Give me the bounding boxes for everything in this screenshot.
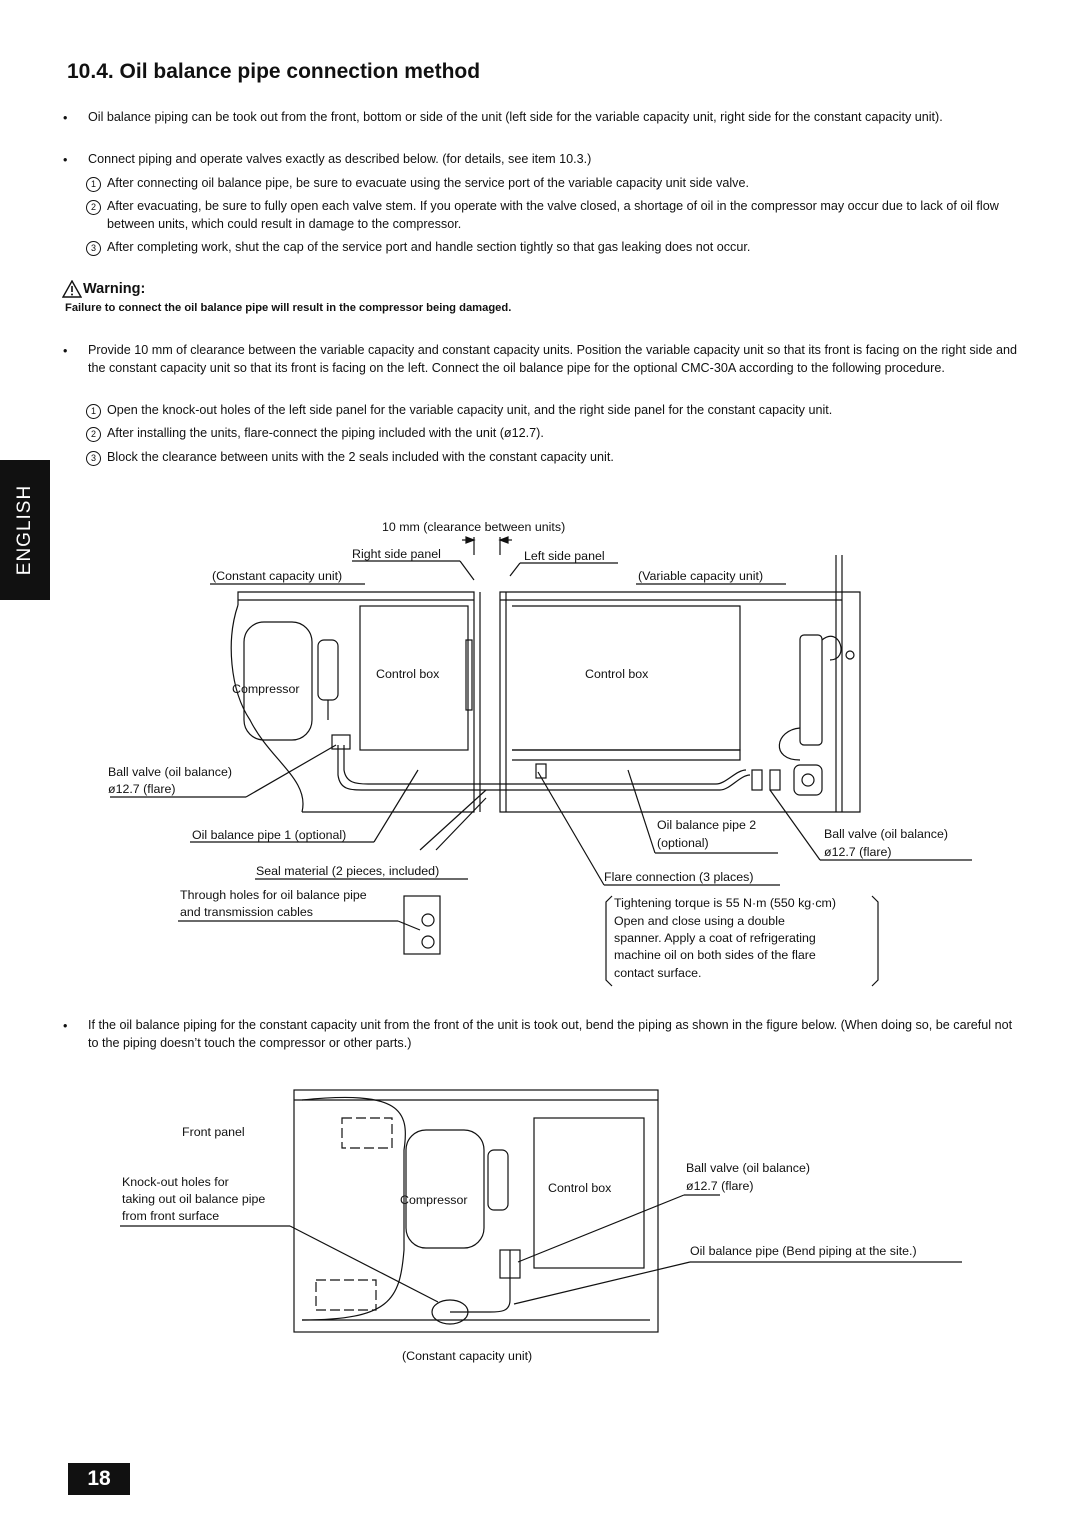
torque-note: Tightening torque is 55 N·m (550 kg·cm) <box>614 896 836 910</box>
item-number: 2 <box>86 427 101 442</box>
knockout-label-3: from front surface <box>122 1209 220 1223</box>
page-number: 18 <box>68 1463 130 1495</box>
list-item: After connecting oil balance pipe, be sure to evacuate using the service port of the variable capacity unit side valve. <box>107 176 749 190</box>
oil-pipe-1-label: Oil balance pipe 1 (optional) <box>192 828 347 842</box>
bullet-dot: • <box>63 344 68 358</box>
list-item: After evacuating, be sure to fully open each valve stem. If you operate with the valve closed, a shortage of oil in the compressor may occur due to lack of oil flow between units, which could result in damage to the compressor. <box>107 199 999 231</box>
ball-valve-size-label: ø12.7 (flare) <box>108 782 176 796</box>
constant-unit-label: (Constant capacity unit) <box>212 569 343 583</box>
ball-valve-size-label: ø12.7 (flare) <box>824 845 892 859</box>
bullet-text-2: Connect piping and operate valves exactly as described below. (for details, see item 10.3.) <box>88 152 592 166</box>
front-panel-label: Front panel <box>182 1125 245 1139</box>
constant-unit-label: (Constant capacity unit) <box>402 1349 533 1363</box>
torque-note: machine oil on both sides of the flare <box>614 948 816 962</box>
list-item: After completing work, shut the cap of the service port and handle section tightly so that gas leaking does not occur. <box>107 240 751 254</box>
item-number: 3 <box>86 451 101 466</box>
torque-note: Open and close using a double <box>614 914 785 928</box>
bullet-text-3: Provide 10 mm of clearance between the variable capacity and constant capacity units. Position the variable capacity unit so that its front is facing on the right side and the constant capacity unit so that its front is facing on the left. Connect the oil balance pipe for the optional CMC-30A according to the following procedure. <box>88 343 1017 375</box>
ball-valve-label: Ball valve (oil balance) <box>686 1161 810 1175</box>
list-item: Open the knock-out holes of the left side panel for the variable capacity unit, and the right side panel for the constant capacity unit. <box>107 403 833 417</box>
section-title: 10.4. Oil balance pipe connection method <box>67 60 481 83</box>
list-item: Block the clearance between units with the 2 seals included with the constant capacity unit. <box>107 450 614 464</box>
warning-text: Failure to connect the oil balance pipe will result in the compressor being damaged. <box>65 302 512 314</box>
item-number: 2 <box>86 200 101 215</box>
control-box-label: Control box <box>585 667 649 681</box>
control-box-label: Control box <box>548 1181 612 1195</box>
control-box-label: Control box <box>376 667 440 681</box>
knockout-label: Knock-out holes for <box>122 1175 229 1189</box>
compressor-label: Compressor <box>400 1193 468 1207</box>
bullet-dot: • <box>63 1019 68 1033</box>
list-item: After installing the units, flare-connect the piping included with the unit (ø12.7). <box>107 426 544 440</box>
oil-pipe-label: Oil balance pipe (Bend piping at the site.) <box>690 1244 917 1258</box>
item-number: 1 <box>86 404 101 419</box>
seal-material-label: Seal material (2 pieces, included) <box>256 864 440 878</box>
oil-pipe-2-label: Oil balance pipe 2 <box>657 818 757 832</box>
variable-unit-label: (Variable capacity unit) <box>638 569 764 583</box>
knockout-label-2: taking out oil balance pipe <box>122 1192 266 1206</box>
item-number: 1 <box>86 177 101 192</box>
bullet-dot: • <box>63 153 68 167</box>
through-holes-label-2: and transmission cables <box>180 905 313 919</box>
flare-connection-label: Flare connection (3 places) <box>604 870 754 884</box>
bullet-dot: • <box>63 111 68 125</box>
ball-valve-size-label: ø12.7 (flare) <box>686 1179 754 1193</box>
clearance-label: 10 mm (clearance between units) <box>382 520 566 534</box>
right-side-panel-label: Right side panel <box>352 547 441 561</box>
oil-pipe-2-optional-label: (optional) <box>657 836 709 850</box>
torque-note: contact surface. <box>614 966 702 980</box>
ball-valve-label: Ball valve (oil balance) <box>108 765 232 779</box>
language-tab-label: ENGLISH <box>14 484 35 576</box>
compressor-label: Compressor <box>232 682 300 696</box>
bullet-text-4: If the oil balance piping for the constant capacity unit from the front of the unit is took out, bend the piping as shown in the figure below. (When doing so, be careful not to the piping doesn’t touch the compressor or other parts.) <box>88 1018 1013 1050</box>
warning-title: Warning: <box>83 281 146 297</box>
ball-valve-label: Ball valve (oil balance) <box>824 827 948 841</box>
item-number: 3 <box>86 241 101 256</box>
torque-note: spanner. Apply a coat of refrigerating <box>614 931 816 945</box>
bullet-text-1: Oil balance piping can be took out from the front, bottom or side of the unit (left side for the variable capacity unit, right side for the constant capacity unit). <box>88 110 943 124</box>
through-holes-label: Through holes for oil balance pipe <box>180 888 367 902</box>
left-side-panel-label: Left side panel <box>524 549 605 563</box>
